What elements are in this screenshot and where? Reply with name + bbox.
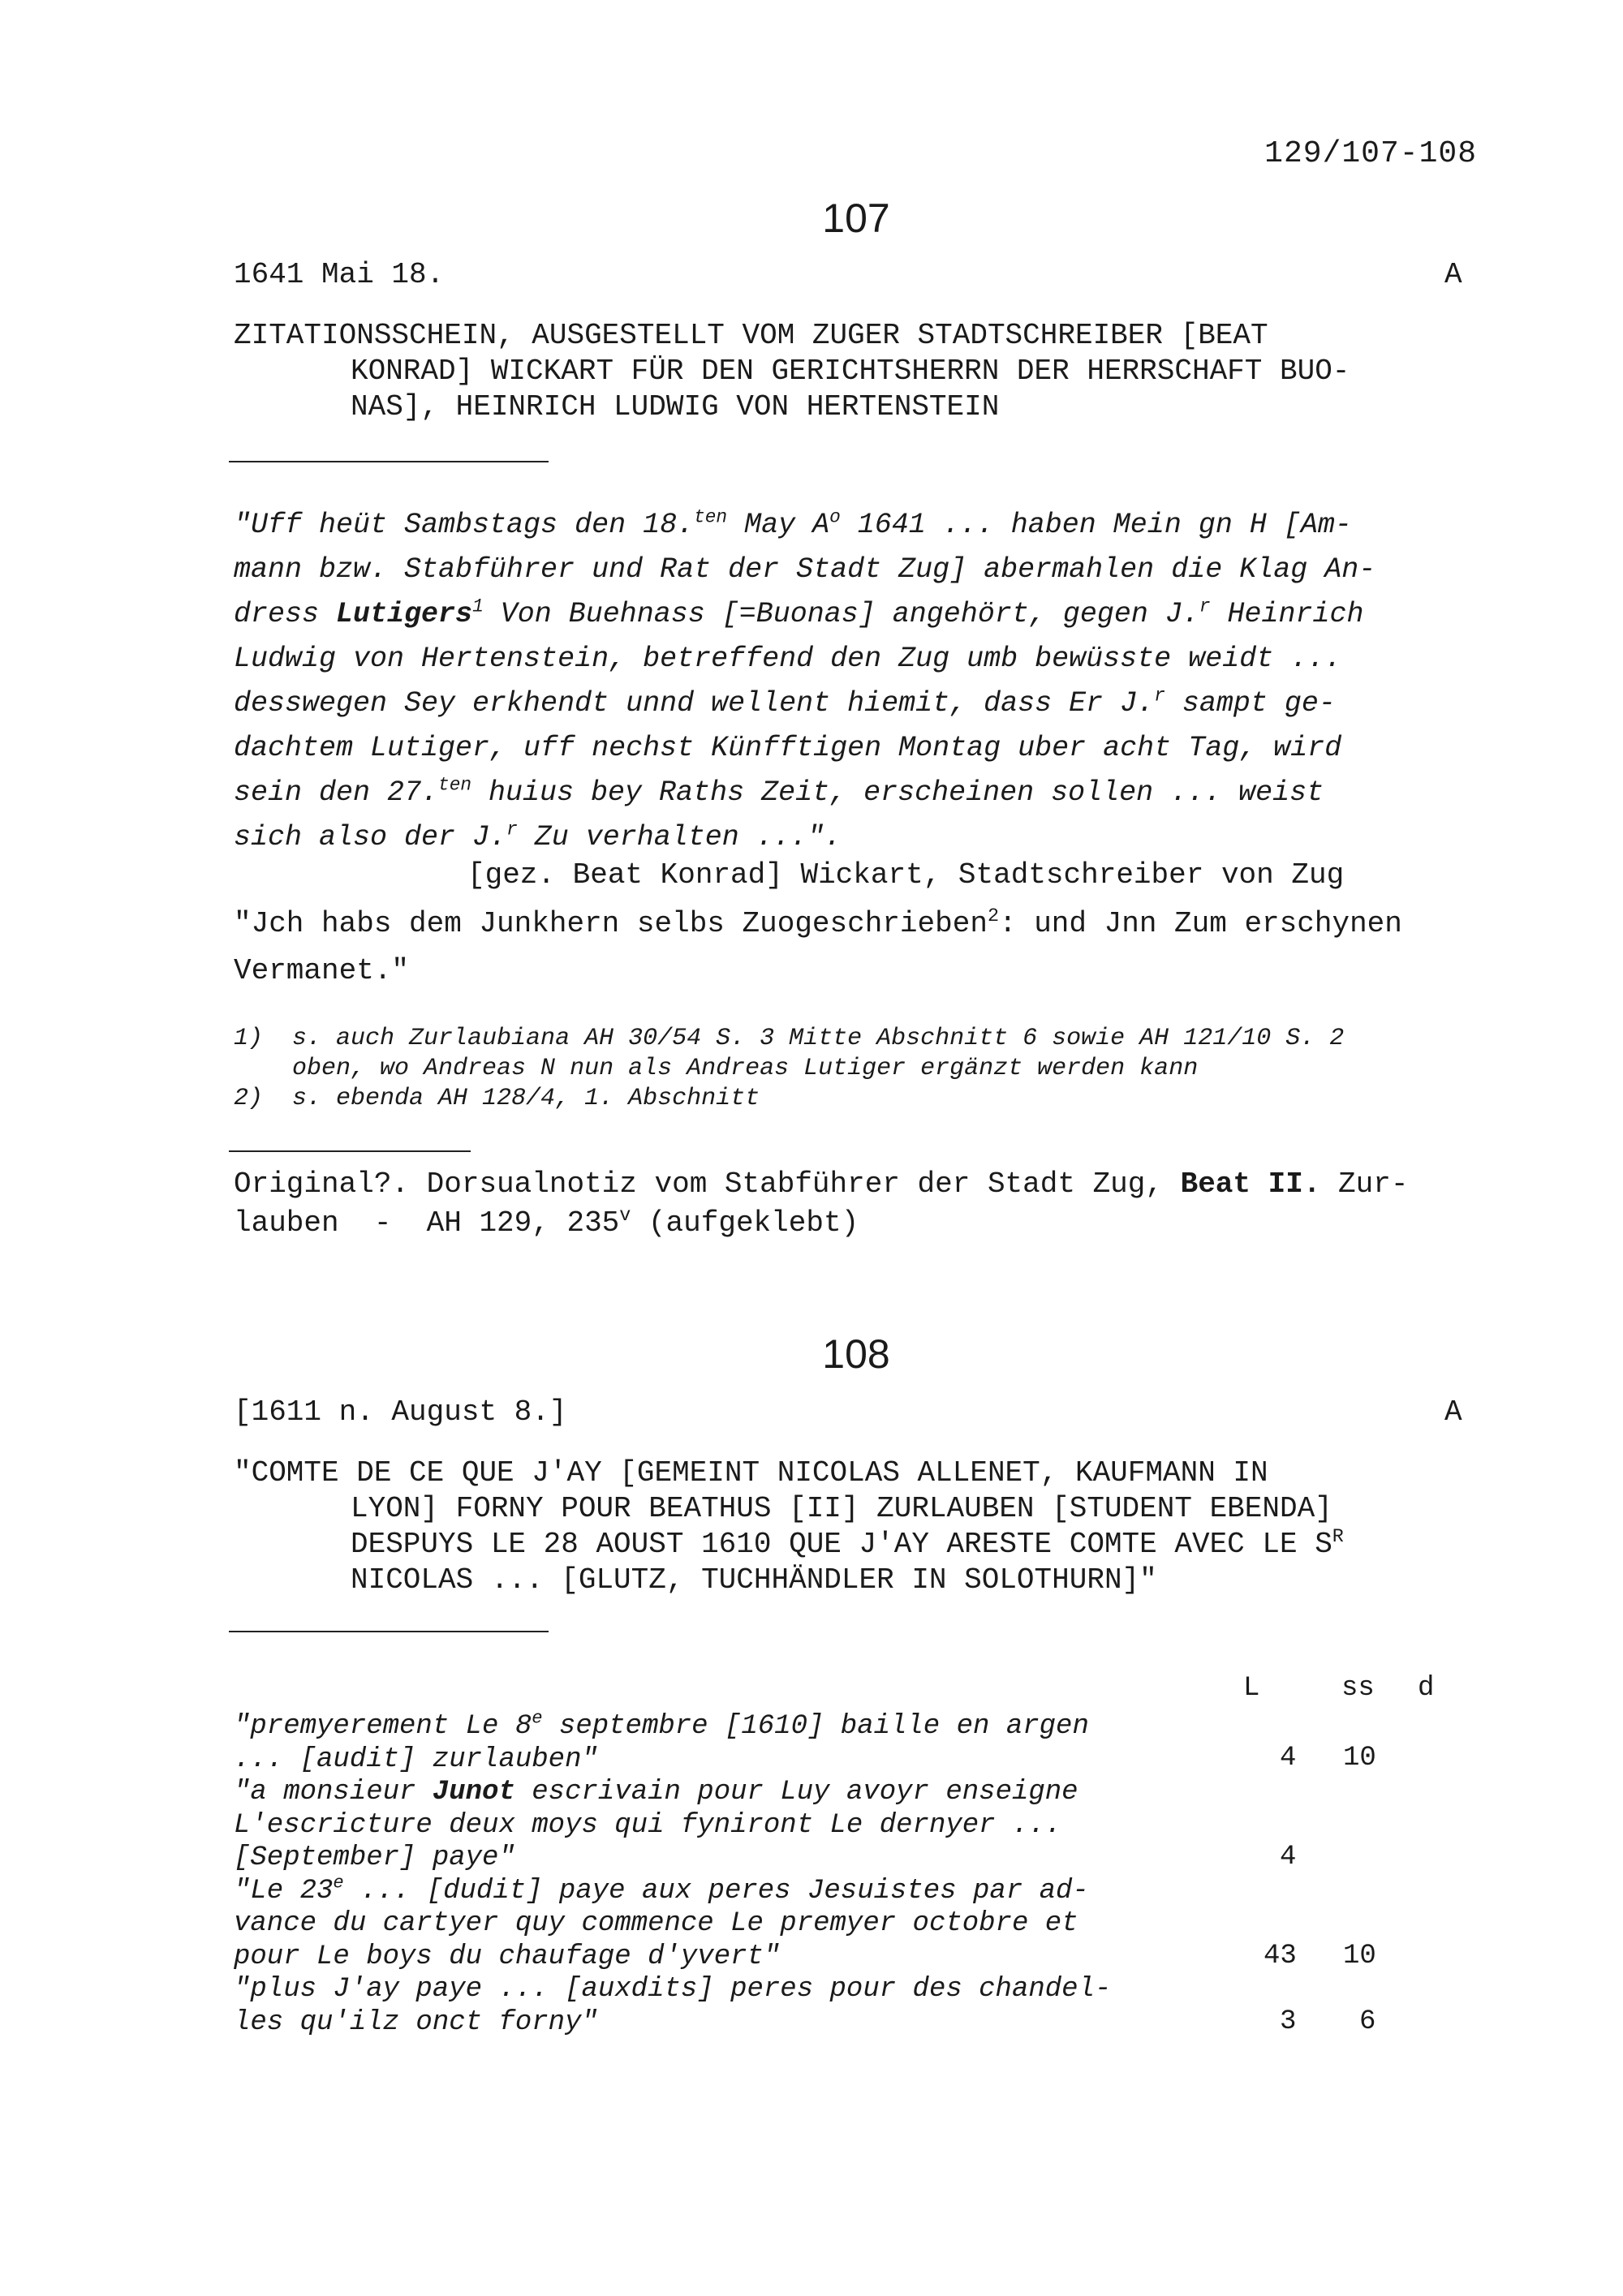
document-number-108: 108 (822, 1331, 890, 1377)
page-reference: 129/107-108 (1264, 136, 1477, 171)
entry-line: les qu'ilz onct forny" (234, 2006, 598, 2038)
document-date-107: 1641 Mai 18. (234, 258, 445, 291)
entry-line: pour Le boys du chaufage d'yvert" (234, 1941, 781, 1972)
title-divider (229, 1631, 549, 1632)
archive-mark-107: A (1444, 258, 1462, 291)
source-note-107 (234, 1165, 1408, 1243)
quote-line: sein den 27.$^{ten}$ huius bey Raths Zeit, erscheinen sollen ... weist (234, 774, 1324, 809)
title-line: NICOLAS ... [GLUTZ, TUCHHÄNDLER IN SOLOTHURN]" (351, 1563, 1157, 1597)
entry-line: "Le 23e ... [dudit] paye aux peres Jesuistes par ad- (234, 1872, 1089, 1907)
footnotes-107 (234, 1024, 1344, 1114)
document-title-108 (234, 1455, 1344, 1598)
entry-line: ... [audit] zurlauben" (234, 1743, 598, 1775)
amount-l: 3 (1280, 2006, 1297, 2037)
amount-l: 4 (1280, 1842, 1297, 1872)
column-header-l: L (1243, 1673, 1260, 1704)
entry-line: "plus J'ay paye ... [auxdits] peres pour des chandel- (234, 1974, 1112, 2005)
entry-line: "premyerement Le 8e septembre [1610] baille en argen (234, 1708, 1089, 1742)
signature-line: [gez. Beat Konrad] Wickart, Stadtschreiber von Zug (467, 858, 1345, 892)
quote-line: Ludwig von Hertenstein, betreffend den Zug umb bewüsste weidt ... (234, 643, 1342, 675)
entry-line: [September] paye" (234, 1842, 515, 1873)
quote-line: sich also der J.$^r$ Zu verhalten ...". (234, 819, 842, 853)
entry-line: L'escricture deux moys qui fyniront Le dernyer ... (234, 1809, 1062, 1841)
note-line: Vermanet." (234, 954, 410, 987)
title-line: "COMTE DE CE QUE J'AY [GEMEINT NICOLAS ALLENET, KAUFMANN IN (234, 1456, 1268, 1490)
quote-line: desswegen Sey erkhendt unnd wellent hiemit, dass Er J.$^r$ sampt ge- (234, 685, 1336, 720)
note-line: "Jch habs dem Junkhern selbs Zuogeschrieben$^2$: und Jnn Zum erschynen (234, 906, 1402, 940)
title-line: ZITATIONSSCHEIN, AUSGESTELLT VOM ZUGER STADTSCHREIBER [BEAT (234, 319, 1268, 352)
footnote-line: oben, wo Andreas N nun als Andreas Lutiger ergänzt werden kann (234, 1055, 1199, 1082)
footnote-line: 2) s. ebenda AH 128/4, 1. Abschnitt (234, 1085, 760, 1112)
quote-line: "Uff heüt Sambstags den 18.$^{ten}$ May $A^o$ 1641 ... haben Mein gn H [Am- (234, 506, 1352, 541)
column-header-ss: ss (1341, 1673, 1375, 1704)
entry-line: vance du cartyer quy commence Le premyer octobre et (234, 1908, 1078, 1939)
title-line: NAS], HEINRICH LUDWIG VON HERTENSTEIN (351, 390, 1000, 424)
document-number-107: 107 (822, 196, 890, 241)
amount-ss: 10 (1343, 1941, 1376, 1971)
source-line: lauben - AH 129, 235$^v$ (aufgeklebt) (234, 1206, 859, 1240)
amount-l: 4 (1280, 1743, 1297, 1774)
amount-l: 43 (1264, 1941, 1297, 1971)
title-divider (229, 461, 549, 462)
amount-ss: 6 (1359, 2006, 1376, 2037)
endorsement-note (234, 901, 1402, 995)
footnote-line: 1) s. auch Zurlaubiana AH 30/54 S. 3 Mitte Abschnitt 6 sowie AH 121/10 S. 2 (234, 1025, 1345, 1052)
archive-mark-108: A (1444, 1395, 1462, 1429)
quote-line: dress Lutigers$^1$ Von Buehnass [=Buonas] angehört, gegen J.$^r$ Heinrich (234, 595, 1364, 630)
quote-line: dachtem Lutiger, uff nechst Künfftigen Montag uber acht Tag, wird (234, 732, 1342, 764)
quoted-text-107 (234, 503, 1467, 860)
amount-ss: 10 (1343, 1743, 1376, 1774)
account-entries (234, 1710, 1111, 2039)
document-title-107 (234, 318, 1350, 425)
column-header-d: d (1418, 1673, 1435, 1704)
quote-line: mann bzw. Stabführer und Rat der Stadt Zug] abermahlen die Klag An- (234, 553, 1376, 586)
source-line: Original?. Dorsualnotiz vom Stabführer der Stadt Zug, Beat II. Zur- (234, 1167, 1409, 1201)
document-date-108: [1611 n. August 8.] (234, 1395, 567, 1429)
title-line: KONRAD] WICKART FÜR DEN GERICHTSHERRN DER HERRSCHAFT BUO- (351, 355, 1350, 388)
footnote-divider (229, 1150, 471, 1152)
title-line: DESPUYS LE 28 AOUST 1610 QUE J'AY ARESTE COMTE AVEC LE $S^R$ (351, 1527, 1344, 1561)
title-line: LYON] FORNY POUR BEATHUS [II] ZURLAUBEN [STUDENT EBENDA] (351, 1492, 1332, 1525)
entry-line: "a monsieur Junot escrivain pour Luy avoyr enseigne (234, 1777, 1078, 1808)
